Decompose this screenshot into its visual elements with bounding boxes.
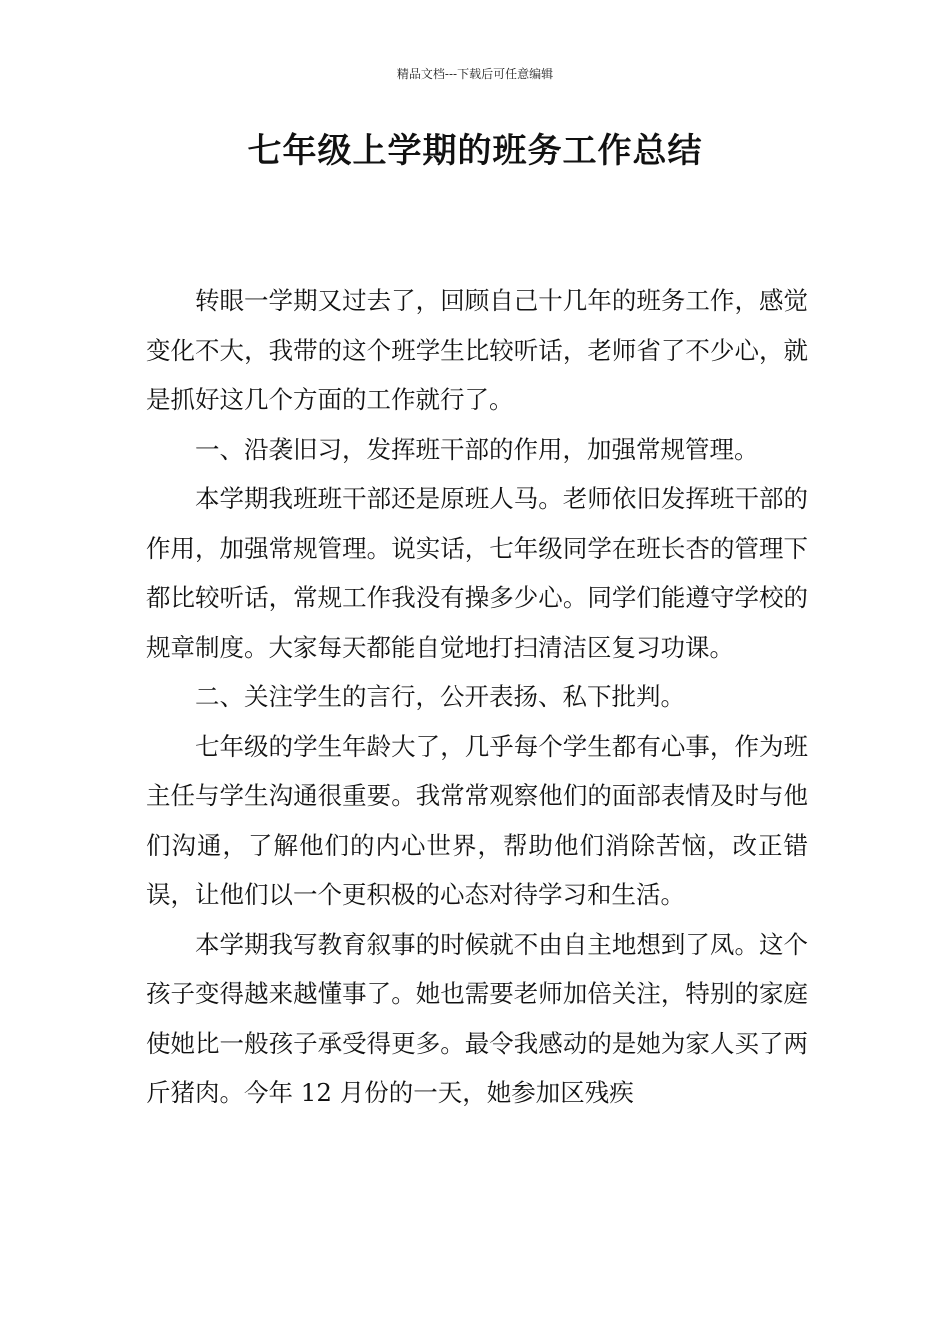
- paragraph-story: 本学期我写教育叙事的时候就不由自主地想到了凤。这个孩子变得越来越懂事了。她也需要老师加倍关注，特别的家庭使她比一般孩子承受得更多。最令我感动的是她为家人买了两斤猪肉。今年 12 月份的一天，她参加区残疾: [146, 929, 808, 1107]
- document-body: [146, 276, 808, 1118]
- section-heading-1: 一、沿袭旧习，发挥班干部的作用，加强常规管理。: [195, 434, 759, 464]
- paragraph-intro: 转眼一学期又过去了，回顾自己十几年的班务工作，感觉变化不大，我带的这个班学生比较听话，老师省了不少心，就是抓好这几个方面的工作就行了。: [146, 286, 808, 414]
- paragraph-section-2: 七年级的学生年龄大了，几乎每个学生都有心事，作为班主任与学生沟通很重要。我常常观察他们的面部表情及时与他们沟通，了解他们的内心世界，帮助他们消除苦恼，改正错误，让他们以一个更积极的心态对待学习和生活。: [146, 731, 808, 909]
- header-note: 精品文档---下载后可任意编辑: [396, 67, 554, 81]
- section-heading-2: 二、关注学生的言行，公开表扬、私下批判。: [195, 682, 685, 711]
- paragraph-section-1: 本学期我班班干部还是原班人马。老师依旧发挥班干部的作用，加强常规管理。说实话，七年级同学在班长杏的管理下都比较听话，常规工作我没有操多少心。同学们能遵守学校的规章制度。大家每天都能自觉地打扫清洁区复习功课。: [146, 484, 808, 662]
- document-title: 七年级上学期的班务工作总结: [247, 131, 703, 171]
